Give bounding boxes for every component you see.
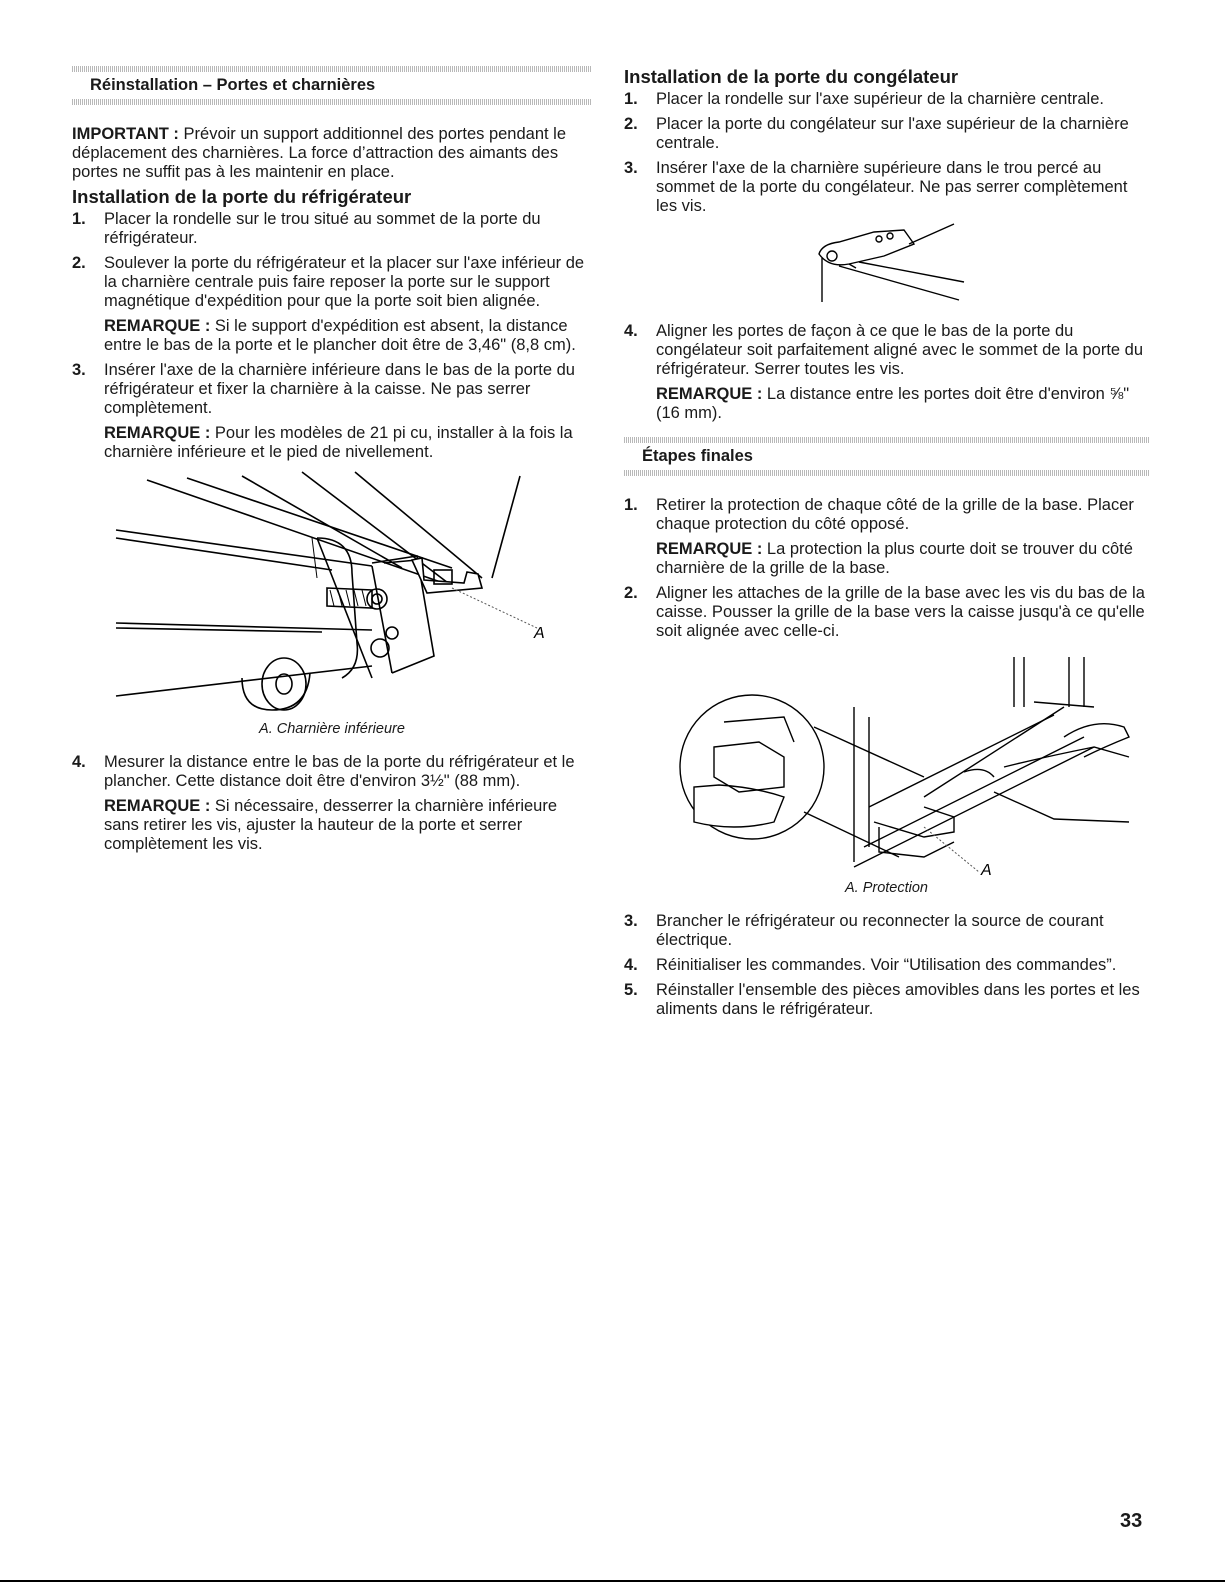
step-number: 1. <box>624 496 638 514</box>
step-item <box>624 584 1149 641</box>
step-number: 2. <box>624 584 638 602</box>
note-text: Si le support d'expédition est absent, la distance entre le bas de la porte et le plancher doit être de 3,46" (8,8 cm). <box>104 317 576 354</box>
section-header-reinstallation <box>72 66 592 105</box>
step-item <box>624 912 1149 950</box>
step-item <box>624 981 1149 1019</box>
note-label: REMARQUE : <box>656 540 763 558</box>
step-item <box>72 210 592 248</box>
bottom-rule <box>0 1580 1225 1582</box>
step-number: 2. <box>72 254 86 272</box>
figure-caption: A. Charnière inférieure <box>259 721 405 737</box>
figure-callout-label: A <box>981 862 992 877</box>
step-number: 2. <box>624 115 638 133</box>
note-label: REMARQUE : <box>104 424 211 442</box>
left-column <box>72 66 592 860</box>
step-text: Brancher le réfrigérateur ou reconnecter la source de courant électrique. <box>656 912 1104 949</box>
section-header-final-steps <box>624 437 1149 476</box>
step-text: Insérer l'axe de la charnière supérieure dans le trou percé au sommet de la porte du congélateur. Ne pas serrer complètement les vis. <box>656 159 1128 215</box>
step-item <box>624 496 1149 534</box>
step-number: 3. <box>624 159 638 177</box>
note-label: REMARQUE : <box>656 385 763 403</box>
important-paragraph <box>72 125 592 182</box>
step-text: Placer la rondelle sur l'axe supérieur de la charnière centrale. <box>656 90 1104 108</box>
step-text: Soulever la porte du réfrigérateur et la placer sur l'axe inférieur de la charnière centrale puis faire reposer la porte sur le support magnétique d'expédition pour que la porte soit bien alignée. <box>104 254 585 310</box>
section-title: Étapes finales <box>642 447 753 465</box>
step-item <box>72 753 592 791</box>
step-item <box>624 115 1149 153</box>
note-paragraph <box>104 797 592 854</box>
figure-lower-hinge <box>72 468 592 739</box>
step-text: Mesurer la distance entre le bas de la porte du réfrigérateur et le plancher. Cette distance doit être d'environ 3½" (88 mm). <box>104 753 575 790</box>
step-number: 4. <box>624 956 638 974</box>
step-item <box>624 90 1149 109</box>
right-column <box>624 66 1149 1025</box>
note-text: La distance entre les portes doit être d'environ ⅝" (16 mm). <box>656 385 1130 422</box>
step-number: 4. <box>624 322 638 340</box>
important-label: IMPORTANT : <box>72 125 179 143</box>
step-number: 5. <box>624 981 638 999</box>
step-item <box>72 361 592 418</box>
note-paragraph <box>104 424 592 462</box>
note-paragraph <box>656 385 1149 423</box>
note-text: La protection la plus courte doit se trouver du côté charnière de la grille de la base. <box>656 540 1133 577</box>
note-text: Pour les modèles de 21 pi cu, installer à la fois la charnière inférieure et le pied de nivellement. <box>104 424 573 461</box>
subhead-refrigerator-door: Installation de la porte du réfrigérateur <box>72 186 412 207</box>
step-text: Retirer la protection de chaque côté de la grille de la base. Placer chaque protection du côté opposé. <box>656 496 1134 533</box>
step-number: 4. <box>72 753 86 771</box>
section-title: Réinstallation – Portes et charnières <box>90 76 376 94</box>
important-text: Prévoir un support additionnel des portes pendant le déplacement des charnières. La force d’attraction des aimants des portes ne suffit pas à les maintenir en place. <box>72 125 567 181</box>
section-rule-bottom <box>72 99 592 105</box>
figure-base-grille <box>624 647 1149 898</box>
lower-hinge-illustration <box>72 468 592 718</box>
upper-hinge-illustration <box>624 222 1149 322</box>
note-label: REMARQUE : <box>104 317 211 335</box>
step-number: 3. <box>624 912 638 930</box>
figure-callout-label: A <box>534 625 545 642</box>
step-item <box>624 322 1149 379</box>
step-text: Réinitialiser les commandes. Voir “Utilisation des commandes”. <box>656 956 1117 974</box>
step-item <box>624 956 1149 975</box>
section-rule-bottom <box>624 470 1149 476</box>
note-paragraph <box>656 540 1149 578</box>
step-text: Réinstaller l'ensemble des pièces amovibles dans les portes et les aliments dans le réfrigérateur. <box>656 981 1140 1018</box>
step-text: Insérer l'axe de la charnière inférieure dans le bas de la porte du réfrigérateur et fixer la charnière à la caisse. Ne pas serrer complètement. <box>104 361 575 417</box>
step-item <box>72 254 592 311</box>
base-grille-illustration <box>624 647 1149 877</box>
step-text: Placer la rondelle sur le trou situé au sommet de la porte du réfrigérateur. <box>104 210 541 247</box>
step-number: 1. <box>624 90 638 108</box>
step-number: 1. <box>72 210 86 228</box>
step-text: Aligner les portes de façon à ce que le bas de la porte du congélateur soit parfaitement aligné avec le sommet de la porte du réfrigérateur. Serrer toutes les vis. <box>656 322 1144 378</box>
figure-caption: A. Protection <box>844 880 928 896</box>
step-text: Placer la porte du congélateur sur l'axe supérieur de la charnière centrale. <box>656 115 1129 152</box>
page-number: 33 <box>1120 1510 1143 1532</box>
note-paragraph <box>104 317 592 355</box>
step-number: 3. <box>72 361 86 379</box>
step-item <box>624 159 1149 216</box>
note-text: Si nécessaire, desserrer la charnière inférieure sans retirer les vis, ajuster la hauteur de la porte et serrer complètement les vis. <box>104 797 558 853</box>
note-label: REMARQUE : <box>104 797 211 815</box>
figure-upper-hinge <box>624 222 1149 322</box>
subhead-freezer-door: Installation de la porte du congélateur <box>624 66 959 87</box>
step-text: Aligner les attaches de la grille de la base avec les vis du bas de la caisse. Pousser la grille de la base vers la caisse jusqu'à ce qu'elle soit alignée avec celle-ci. <box>656 584 1145 640</box>
